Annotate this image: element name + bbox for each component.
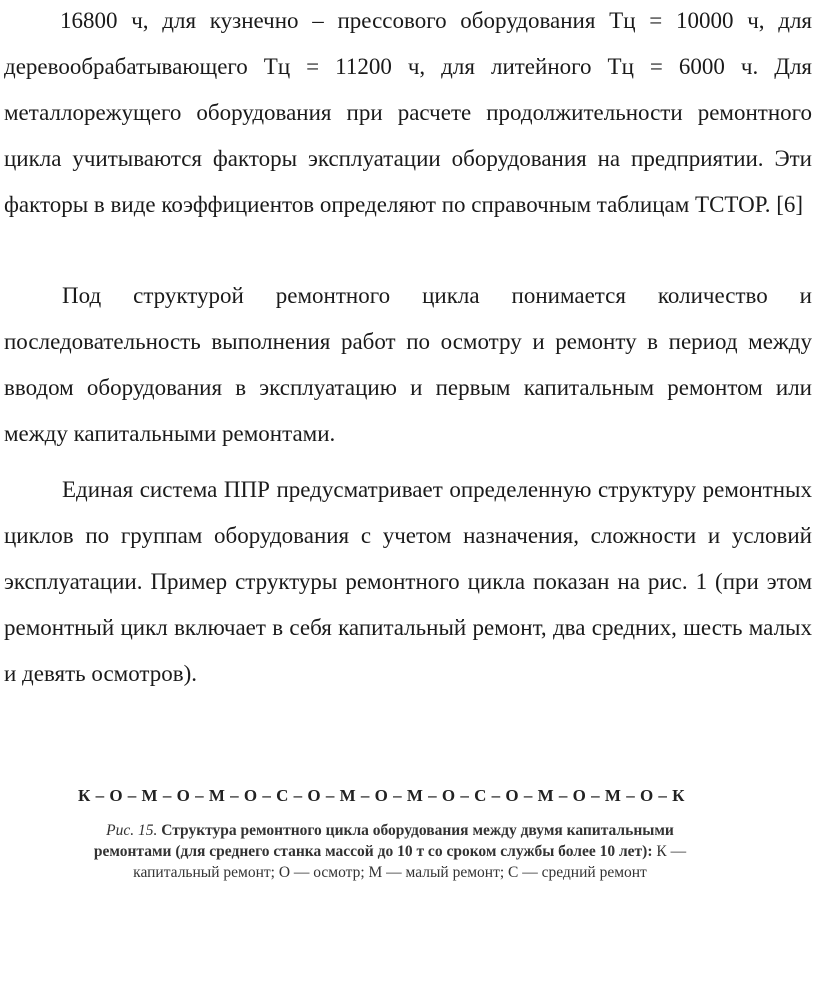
paragraph-ppr-system: Единая система ППР предусматривает определенную структуру ремонтных циклов по группам оборудования с учетом назначения, сложности и условий эксплуатации. Пример структуры ремонтного цикла показан на рис. 1 (при этом ремонтный цикл включает в себя капитальный ремонт, два средних, шесть малых и девять осмотров). [4, 477, 812, 686]
paragraph-tc-values [4, 0, 812, 228]
figure-caption [70, 820, 710, 883]
repair-cycle-figure [70, 786, 750, 883]
paragraph-cycle-structure: Под структурой ремонтного цикла понимается количество и последовательность выполнения работ по осмотру и ремонту в период между вводом оборудования в эксплуатацию и первым капитальным ремонтом или между капитальными ремонтами. [4, 283, 812, 446]
figure-caption-legend: К — капитальный ремонт; О — осмотр; М — малый ремонт; С — средний ремонт [133, 843, 687, 881]
figure-number: Рис. 15. [106, 822, 158, 839]
repair-cycle-sequence: К – О – М – О – М – О – С – О – М – О – М – О – С – О – М – О – М – О – К [78, 786, 685, 805]
figure-caption-title: Структура ремонтного цикла оборудования между двумя капитальными ремонтами (для среднего станка массой до 10 т со сроком службы более 10 лет): [93, 822, 674, 860]
paragraph-tc-values-text: 16800 ч, для кузнечно – прессового оборудования Тц = 10000 ч, для деревообрабатывающего Тц = 11200 ч, для литейного Тц = 6000 ч. Для металлорежущего оборудования при расчете продолжительности ремонтного цикла учитываются факторы эксплуатации оборудования на предприятии. Эти факторы в виде коэффициентов определяют по справочным таблицам ТСТОР. [6] [4, 8, 812, 217]
